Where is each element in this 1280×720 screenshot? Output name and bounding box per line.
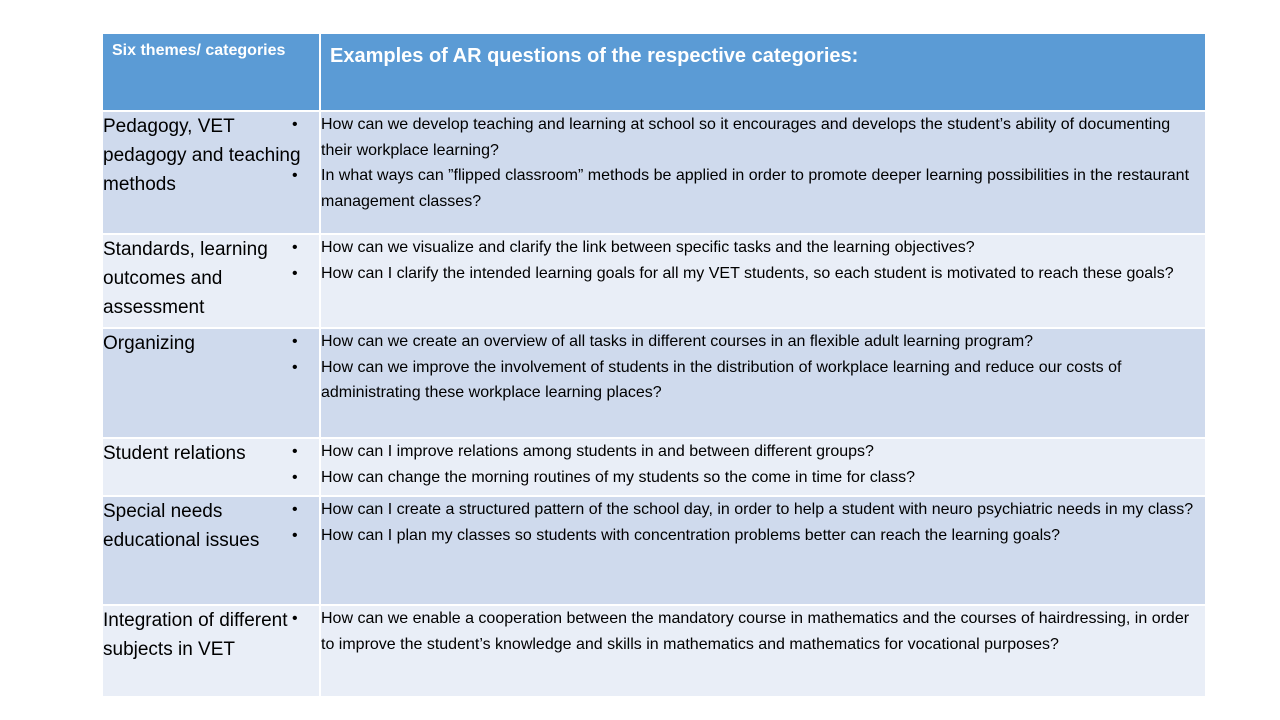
questions-cell (320, 234, 1206, 328)
question-item: • How can we visualize and clarify the link between specific tasks and the learning objectives? (321, 235, 1205, 261)
question-item: • How can I create a structured pattern of the school day, in order to help a student with neuro psychiatric needs in my class? (321, 497, 1205, 523)
questions-cell (320, 605, 1206, 697)
questions-cell (320, 111, 1206, 234)
question-item: • How can we enable a cooperation between the mandatory course in mathematics and the courses of hairdressing, in order to improve the student’s knowledge and skills in mathematics and mathematics for vocational purposes? (321, 606, 1205, 657)
table-header-row (102, 33, 1206, 111)
question-item: • How can we develop teaching and learning at school so it encourages and develops the student’s ability of documenting their workplace learning? (321, 112, 1205, 163)
questions-cell (320, 328, 1206, 438)
themes-table (101, 32, 1207, 698)
question-list (321, 439, 1205, 490)
theme-cell: Standards, learning outcomes and assessment (102, 234, 320, 328)
theme-cell: Pedagogy, VET pedagogy and teaching methods (102, 111, 320, 234)
header-questions: Examples of AR questions of the respective categories: (320, 33, 1206, 111)
theme-cell: Special needs educational issues (102, 496, 320, 605)
table-row (102, 438, 1206, 496)
table-row (102, 234, 1206, 328)
question-item: • In what ways can ”flipped classroom” methods be applied in order to promote deeper learning possibilities in the restaurant management classes? (321, 163, 1205, 214)
question-item: • How can we create an overview of all tasks in different courses in an flexible adult learning program? (321, 329, 1205, 355)
table-row (102, 605, 1206, 697)
question-list (321, 112, 1205, 214)
theme-cell: Integration of different subjects in VET (102, 605, 320, 697)
question-item: • How can I improve relations among students in and between different groups? (321, 439, 1205, 465)
question-list (321, 235, 1205, 286)
question-list (321, 329, 1205, 406)
table-row (102, 111, 1206, 234)
question-list (321, 497, 1205, 548)
question-list (321, 606, 1205, 657)
question-item: • How can I plan my classes so students with concentration problems better can reach the learning goals? (321, 523, 1205, 549)
question-item: • How can change the morning routines of my students so the come in time for class? (321, 465, 1205, 491)
theme-cell: Organizing (102, 328, 320, 438)
question-item: • How can we improve the involvement of students in the distribution of workplace learning and reduce our costs of administrating these workplace learning places? (321, 355, 1205, 406)
questions-cell (320, 496, 1206, 605)
questions-cell (320, 438, 1206, 496)
table-row (102, 328, 1206, 438)
table-row (102, 496, 1206, 605)
header-themes: Six themes/ categories (102, 33, 320, 111)
theme-cell: Student relations (102, 438, 320, 496)
question-item: • How can I clarify the intended learning goals for all my VET students, so each student is motivated to reach these goals? (321, 261, 1205, 287)
